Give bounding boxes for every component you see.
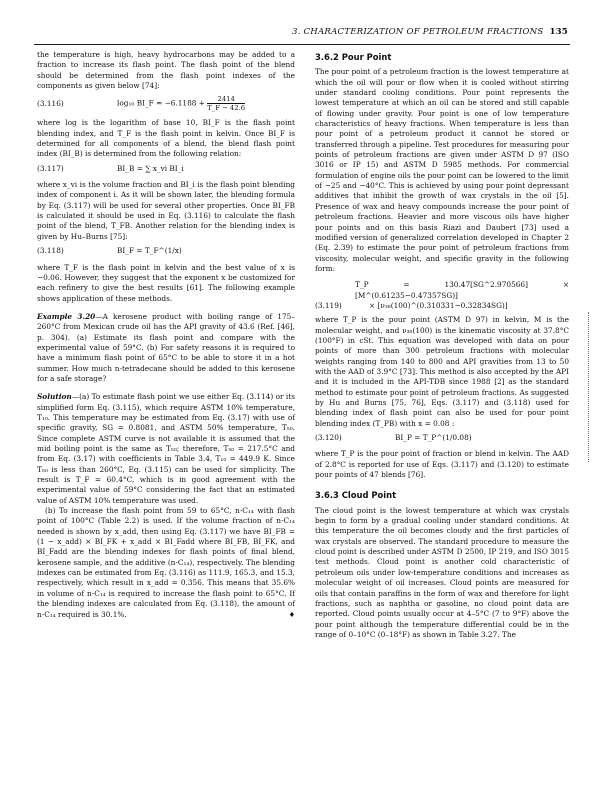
running-header [292, 27, 568, 37]
equation-3-120 [315, 433, 569, 443]
paragraph [37, 506, 295, 620]
paragraph: where T_P is the pour point of fraction or blend in kelvin. The AAD of 2.8°C is reported for use of Eqs. (3.117) and (3.120) to estimate pour points of 47 blends [76]. [315, 449, 569, 480]
header-rule [34, 44, 570, 45]
equation-number: (3.117) [37, 163, 64, 173]
running-title: 3. CHARACTERIZATION OF PETROLEUM FRACTIONS [292, 27, 544, 37]
equation-body: BI_F = T_F^(1/x) [117, 246, 182, 256]
example-text: —A kerosene product with boiling range of 175–260°C from Mexican crude oil has the API gravity of 43.6 (Ref. [46], p. 304). (a) Estimate its flash point and compare with the experimental value of 59°C. (b) For safety reasons it is required to have a minimum flash point of 65°C to be able to store it in a hot summer. How much n-tetradecane should be added to this kerosene for a safe storage? [37, 311, 295, 383]
paragraph: where T_F is the flash point in kelvin and the best value of x is −0.06. However, they suggest that the exponent x be customized for each refinery to give the best results [61]. The following example shows application of these methods. [37, 262, 295, 303]
equation-number: (3.120) [315, 433, 342, 443]
fraction-denominator: T_F − 42.6 [207, 104, 246, 113]
example-paragraph [37, 312, 295, 384]
equation-fraction [207, 95, 245, 112]
example-label: Example 3.20 [37, 311, 96, 321]
equation-line: × [ν₃₈(100)^(0.310331−0.32834SG)] [369, 300, 508, 310]
paragraph: The pour point of a petroleum fraction is the lowest temperature at which the oil will pour or flow when it is cooled without stirring under standard cooling conditions. Pour point represents the lowest temperature at which an oil can be stored and still capable of flowing under gravity. Pour point is one of low temperature characteristics of heavy fractions. When temperature is less than pour point of a petroleum product it cannot be stored or transferred through a pipeline. Test procedures for measuring pour points of petroleum fractions are given under ASTM D 97 (ISO 3016 or IP 15) and ASTM D 5985 methods. For commercial formulation of engine oils the pour point can be lowered to the limit of −25 and −40°C. This is achieved by using pour point depressant additives that inhibit the growth of wax crystals in the oil [5]. Presence of wax and heavy compounds increase the pour point of petroleum fractions. Heavier and more viscous oils have higher pour points and on this basis Riazi and Daubert [73] used a modified version of generalized correlation developed in Chapter 2 (Eq. 2.39) to estimate the pour point of petroleum fractions from viscosity, molecular weight, and specific gravity in the following form: [315, 67, 569, 273]
solution-text: —(a) To estimate flash point we use either Eq. (3.114) or its simplified form Eq. (3.115), which require ASTM 10% temperature, T₁₀. This temperature may be estimated from Eq. (3.17) with use of specific gravity, SG = 0.8081, and ASTM 50% temperature, T₅₀. Since complete ASTM curve is not available it is assumed that the mid boiling point is the same as T₅₀; therefore, T₅₀ = 217.5°C and from Eq. (3.17) with coefficients in Table 3.4, T₁₀ = 449.9 K. Since T₅₀ is less than 260°C, Eq. (3.115) can be used for simplicity. The result is T_F = 60.4°C, which is in good agreement with the experimental value of 59°C considering the fact that an estimated value of ASTM 10% temperature was used. [37, 392, 295, 505]
equation-number: (3.119) [315, 300, 342, 310]
equation-3-116 [37, 95, 295, 112]
end-of-example-mark: ♦ [288, 610, 295, 619]
paragraph: where x_vi is the volume fraction and BI_i is the flash point blending index of component i. As it will be shown later, the blending formula by Eq. (3.117) will be used for several other properties. Once BI_FB is calculated it should be used in Eq. (3.116) to calculate the flash point of the blend, T_FB. Another relation for the blending index is given by Hu–Burns [75]: [37, 180, 295, 241]
paragraph: The cloud point is the lowest temperature at which wax crystals begin to form by a gradual cooling under standard conditions. At this temperature the oil becomes cloudy and the first particles of wax crystals are observed. The standard procedure to measure the cloud point is described under ASTM D 2500, IP 219, and ISO 3015 test methods. Cloud point is another cold characteristic of petroleum oils under low-temperature conditions and increases as molecular weight of oil increases. Cloud points are measured for oils that contain paraffins in the form of wax and therefore for light fractions, such as naphtha or gasoline, no cloud point data are reported. Cloud points usually occur at 4–5°C (7 to 9°F) above the pour point although the temperature differential could be in the range of 0–10°C (0–18°F) as shown in Table 3.27. The [315, 505, 569, 639]
equation-3-118 [37, 246, 295, 256]
equation-3-117 [37, 164, 295, 174]
paragraph: where T_P is the pour point (ASTM D 97) in kelvin, M is the molecular weight, and ν₃₈(100) is the kinematic viscosity at 37.8°C (100°F) in cSt. This equation was developed with data on pour points of more than 300 petroleum fractions with molecular weights ranging from 140 to 800 and API gravities from 13 to 50 with the AAD of 3.9°C [73]. This method is also accepted by the API and it is included in the API-TDB since 1988 [2] as the standard method to estimate pour point of petroleum fractions. As suggested by Hu and Burns [75, 76], Eqs. (3.117) and (3.118) used for blending index of flash point can also be used for pour point blending index (T_PB) with x = 0.08 : [315, 315, 569, 428]
equation-body: BI_B = ∑ x_vi BI_i [117, 163, 184, 173]
left-column [37, 50, 295, 620]
section-heading-pour-point: 3.6.2 Pour Point [315, 52, 392, 62]
paragraph: the temperature is high, heavy hydrocarbons may be added to a fraction to increase its flash point. The flash point of the blend should be determined from the flash point indexes of the components as given below [74]: [37, 50, 295, 91]
section-heading-cloud-point: 3.6.3 Cloud Point [315, 490, 397, 501]
equation-number: (3.118) [37, 246, 64, 256]
right-column [315, 50, 569, 640]
equation-number: (3.116) [37, 98, 64, 108]
page-number: 135 [549, 27, 568, 37]
equation-3-119 [315, 280, 569, 311]
fraction-numerator: 2414 [207, 95, 245, 104]
equation-line: T_P = 130.47[SG^2.970566] × [M^(0.61235−0.47357SG)] [355, 280, 569, 300]
solution-paragraph [37, 392, 295, 506]
solution-label: Solution [37, 392, 72, 402]
equation-body: BI_P = T_P^(1/0.08) [395, 433, 472, 443]
equation-lhs: log₁₀ BI_F = −6.1188 + [117, 98, 205, 108]
equation-body [87, 95, 295, 112]
solution-part-b: (b) To increase the flash point from 59 to 65°C, n-C₁₄ with flash point of 100°C (Table 2.2) is used. If the volume fraction of n-C₁₄ needed is shown by x_add, then using Eq. (3.117) we have BI_FB = (1 − x_add) × BI_FK + x_add × BI_Fadd where BI_FB, BI_FK, and BI_Fadd are the blending indexes for flash points of final blend, kerosene sample, and the additive (n-C₁₄), respectively. The blending indexes can be estimated from Eq. (3.116) as 111.9, 165.3, and 15.3, respectively, which result in x_add = 0.356. This means that 35.6% in volume of n-C₁₄ is required to increase the flash point to 65°C. If the blending indexes are calculated from Eq. (3.118), the amount of n-C₁₄ required is 30.1%. [37, 506, 295, 619]
paragraph: where log is the logarithm of base 10, BI_F is the flash point blending index, and T_F is the flash point in kelvin. Once BI_F is determined for all components of a blend, the blend flash point index (BI_B) is determined from the following relation: [37, 118, 295, 159]
scan-margin-dots [588, 312, 591, 462]
